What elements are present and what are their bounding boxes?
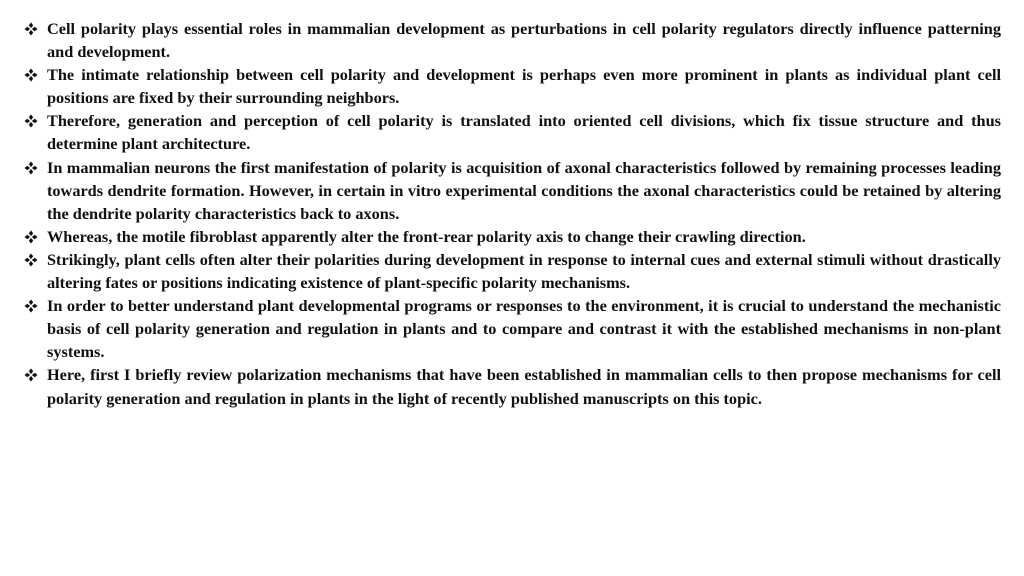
diamond-bullet-icon — [24, 68, 38, 82]
bullet-text: Here, first I briefly review polarization mechanisms that have been established in mammalian cells to then propose mechanisms for cell polarity generation and regulation in plants in the light of recently published manuscripts on this topic. — [47, 365, 1001, 408]
bullet-item-6 — [24, 248, 1001, 294]
diamond-bullet-icon — [24, 114, 38, 128]
bullet-text: Cell polarity plays essential roles in mammalian development as perturbations in cell polarity regulators directly influence patterning and development. — [47, 19, 1001, 62]
bullet-item-2 — [24, 63, 1001, 109]
bullet-text: Strikingly, plant cells often alter their polarities during development in response to internal cues and external stimuli without drastically altering fates or positions indicating existence of plant-specific polarity mechanisms. — [47, 249, 1001, 293]
bullet-text: Therefore, generation and perception of cell polarity is translated into oriented cell divisions, which fix tissue structure and thus determine plant architecture. — [47, 111, 1001, 154]
bullet-text: Whereas, the motile fibroblast apparently alter the front-rear polarity axis to change their crawling direction. — [47, 226, 806, 246]
bullet-item-5 — [24, 225, 1001, 248]
diamond-bullet-icon — [24, 22, 38, 36]
bullet-item-4 — [24, 156, 1001, 225]
diamond-bullet-icon — [24, 299, 38, 313]
diamond-bullet-icon — [24, 253, 38, 267]
bullet-text: In order to better understand plant developmental programs or responses to the environment, it is crucial to understand the mechanistic basis of cell polarity generation and regulation in plants and to compare and contrast it with the established mechanisms in non-plant systems. — [47, 296, 1001, 362]
bullet-text: The intimate relationship between cell polarity and development is perhaps even more prominent in plants as individual plant cell positions are fixed by their surrounding neighbors. — [47, 65, 1001, 108]
bullet-item-1 — [24, 17, 1001, 63]
bullet-item-7 — [24, 294, 1001, 363]
bullet-list — [24, 17, 1001, 410]
bullet-item-3 — [24, 109, 1001, 155]
diamond-bullet-icon — [24, 161, 38, 175]
bullet-text: In mammalian neurons the first manifestation of polarity is acquisition of axonal characteristics followed by remaining processes leading towards dendrite formation. However, in certain in vitro experimental conditions the axonal characteristics could be retained by altering the dendrite polarity characteristics back to axons. — [47, 157, 1001, 223]
bullet-item-8 — [24, 363, 1001, 409]
diamond-bullet-icon — [24, 368, 38, 382]
diamond-bullet-icon — [24, 230, 38, 244]
